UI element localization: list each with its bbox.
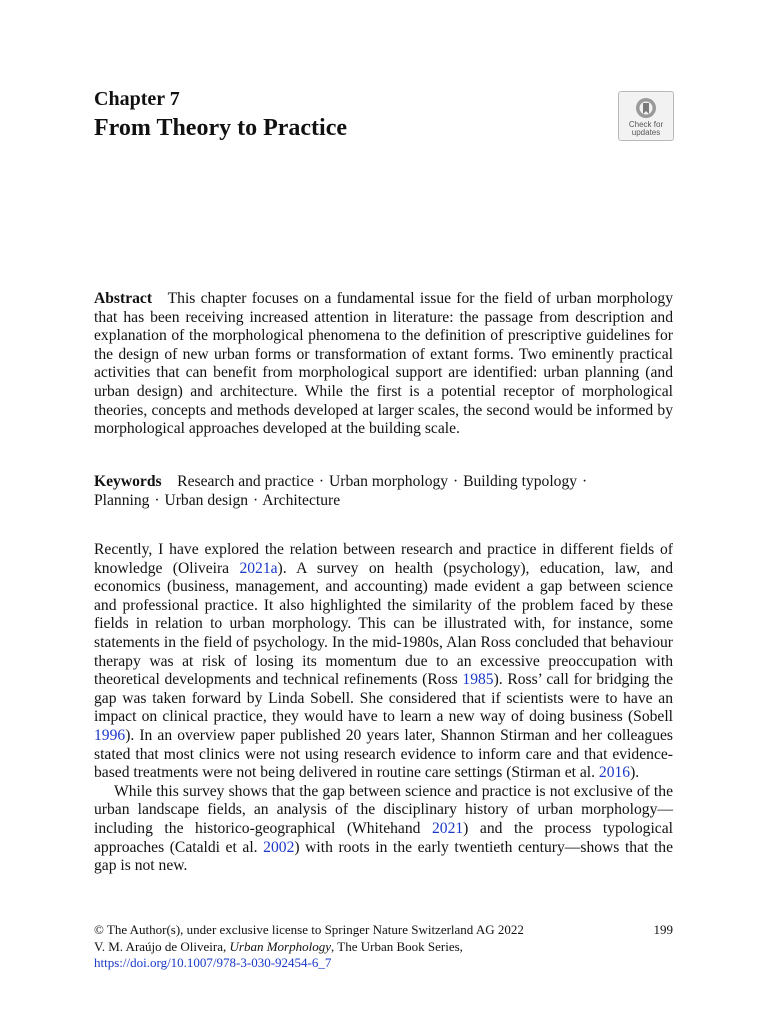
citation-link[interactable]: 1996 [94,726,126,744]
citation-link[interactable]: 1985 [462,671,494,689]
text-run: ) and the process typological approaches (Cataldi et al. [94,819,673,856]
check-for-updates-icon [633,97,659,121]
check-for-updates-line2: updates [631,128,661,137]
body-text [94,541,673,876]
text-run: ) with roots in the early twentieth century—shows that the gap is not new. [94,838,673,875]
citation-line [94,939,673,956]
footer [94,922,673,972]
text-run: ). Ross’ call for bridging the gap was taken forward by Linda Sobell. She considered that if scientists were to have an impact on clinical practice, they would have to learn a new way of doing business (Sobell [94,671,673,726]
keyword-separator: · [581,473,588,490]
page-number: 199 [653,922,673,937]
text-run: While this survey shows that the gap between science and practice is not exclusive of the urban landscape fields, an analysis of the disciplinary history of urban morphology—including the historico-geographical (Whitehand [94,782,673,837]
doi-link[interactable]: https://doi.org/10.1007/978-3-030-92454-6_7 [94,955,332,970]
copyright-line: © The Author(s), under exclusive license to Springer Nature Switzerland AG 2022 [94,922,524,937]
keyword-item: Architecture [262,491,341,509]
body-paragraph-1 [94,541,673,783]
chapter-label: Chapter 7 [94,88,180,110]
keyword-separator: · [318,473,325,490]
keyword-separator: · [453,473,459,490]
citation-link[interactable]: 2021 [431,819,464,837]
abstract [94,290,673,439]
abstract-label: Abstract [94,290,153,307]
keyword-item: Urban design [164,491,249,509]
citation-series: , The Urban Book Series, [331,938,463,954]
check-for-updates-badge[interactable] [618,91,674,141]
keyword-item: Urban morphology [328,473,449,490]
keywords-label: Keywords [94,473,162,490]
text-run: ). In an overview paper published 20 years later, Shannon Stirman and her colleagues stated that most clinics were not using research evidence to inform care and that evidence-based treatments were not being delivered in routine care settings (Stirman et al. [94,726,673,782]
keyword-item: Building typology [463,473,578,490]
keyword-separator: · [154,491,160,509]
abstract-text: This chapter focuses on a fundamental issue for the field of urban morphology that has been receiving increased attention in literature: the passage from description and explanation of the morphological phenomena to the definition of prescriptive guidelines for the design of new urban forms or transformation of extant forms. Two eminently practical activities that can benefit from morphological support are identified: urban planning (and urban design) and architecture. While the first is a potential receptor of morphological theories, concepts and methods developed at larger scales, the second would be informed by morphological approaches developed at the building scale. [94,290,673,438]
keyword-item: Planning [94,491,150,509]
chapter-title: From Theory to Practice [94,115,348,141]
citation-author: V. M. Araújo de Oliveira, [94,938,230,954]
keywords [94,473,673,510]
citation-link[interactable]: 2021a [239,559,278,577]
citation-book-title: Urban Morphology [229,938,331,954]
check-for-updates-line1: Check for [628,120,664,129]
text-run: Recently, I have explored the relation between research and practice in different fields of knowledge (Oliveira [94,541,673,577]
text-run: ). [630,764,640,782]
keyword-separator: · [252,491,259,509]
keyword-item: Research and practice [177,473,314,490]
text-run: ). A survey on health (psychology), education, law, and economics (business, management, and accounting) made evident a gap between science and professional practice. It also highlighted the similarity of the problem faced by these fields in relation to urban morphology. This can be illustrated with, for instance, some statements in the field of psychology. In the mid-1980s, Alan Ross concluded that behaviour therapy was at risk of losing its momentum due to an excessive preoccupation with theoretical developments and technical refinements (Ross [94,559,673,689]
citation-link[interactable]: 2016 [598,764,631,782]
body-paragraph-2 [94,783,673,876]
citation-link[interactable]: 2002 [263,838,295,856]
